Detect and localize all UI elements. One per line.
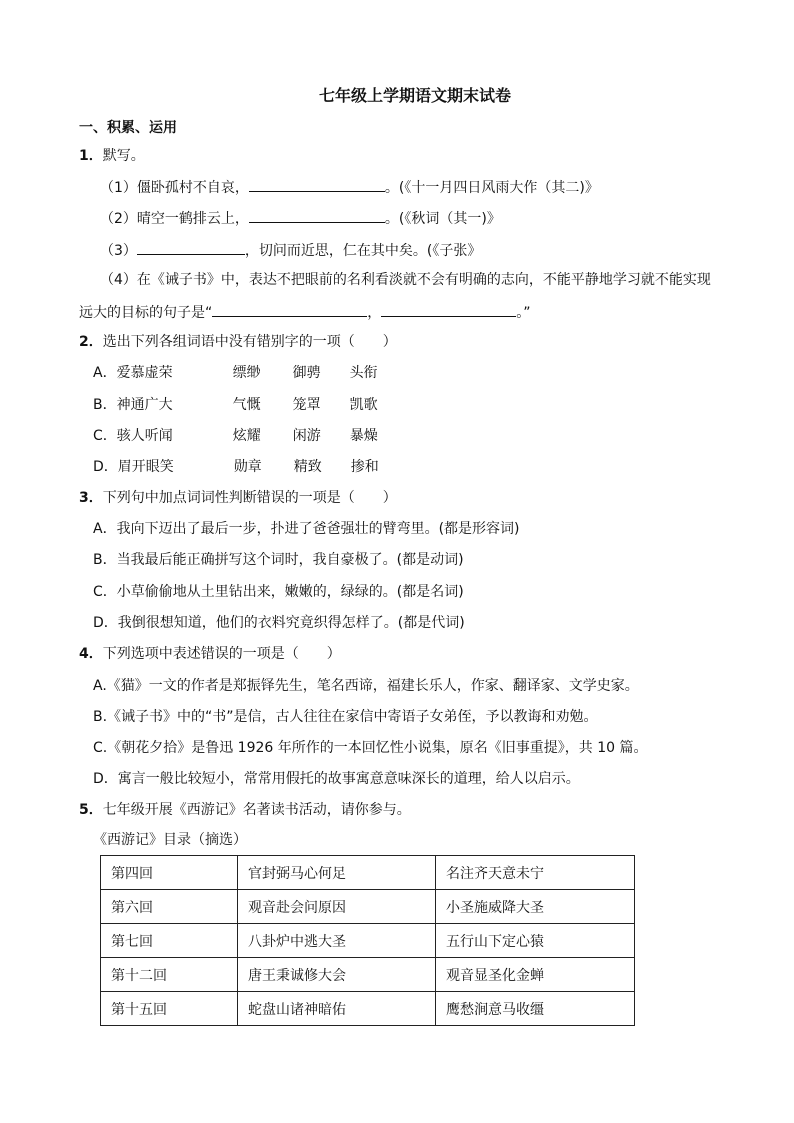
chapter-title-second: 小圣施威降大圣 [436,890,635,924]
q1-item-4-end: 。” [516,305,531,321]
option-word: 暴燥 [349,428,378,444]
q4-option-c[interactable]: C.《朝花夕拾》是鲁迅 1926 年所作的一本回忆性小说集，原名《旧事重提》，共 10 篇。 [93,740,648,756]
question-number: 4． [79,646,103,662]
table-row [101,992,635,1026]
option-word: 神通广大 [116,397,173,413]
chapter-number: 第六回 [101,890,238,924]
chapter-title-first: 观音赴会问原因 [238,890,436,924]
question-stem: 选出下列各组词语中没有错别字的一项（ ） [102,334,397,350]
question-4 [79,644,341,664]
q1-item-2-text: （2）晴空一鹤排云上， [100,211,249,227]
q3-option-b[interactable]: B．当我最后能正确拼写这个词时，我自豪极了。(都是动词) [93,552,464,568]
chapter-title-second: 鹰愁涧意马收缰 [436,992,635,1026]
table-row [101,924,635,958]
option-label: D． [93,459,118,475]
table-caption: 《西游记》目录（摘选） [93,832,247,848]
question-stem: 七年级开展《西游记》名著读书活动，请你参与。 [102,802,411,818]
q1-item-3-text: ，切问而近思，仁在其中矣。(《子张》 [244,243,482,259]
question-2 [79,332,397,352]
table-row [101,856,635,890]
option-word: 御骋 [292,365,321,381]
option-word: 勋章 [233,459,262,475]
answer-blank[interactable] [137,239,245,255]
chapter-table [100,855,635,1026]
question-number: 1． [79,148,103,164]
q3-option-c[interactable]: C．小草偷偷地从土里钻出来，嫩嫩的，绿绿的。(都是名词) [93,584,464,600]
q2-option-a[interactable] [93,363,378,383]
q3-option-a[interactable]: A．我向下迈出了最后一步，扑进了爸爸强壮的臂弯里。(都是形容词) [93,521,520,537]
chapter-title-first: 唐王秉诚修大会 [238,958,436,992]
answer-blank[interactable] [249,207,385,223]
option-word: 闲游 [292,428,321,444]
option-word: 眉开眼笑 [117,459,174,475]
q1-item-3 [100,239,481,261]
table-row [101,958,635,992]
q1-item-4-comma: ， [367,305,382,321]
option-label: A． [93,365,117,381]
q1-item-2-source: 。(《秋词（其一)》 [384,211,501,227]
q1-item-4-line1: （4）在《诫子书》中，表达不把眼前的名利看淡就不会有明确的志向，不能平静地学习就不能实现 [100,272,711,288]
page-title: 七年级上学期语文期末试卷 [318,86,511,105]
q1-item-1-text: （1）僵卧孤村不自哀， [100,180,249,196]
q1-item-4-line2 [79,301,531,323]
answer-blank[interactable] [212,301,367,317]
question-stem: 默写。 [102,148,145,164]
chapter-title-second: 名注齐天意未宁 [436,856,635,890]
option-word: 骇人听闻 [116,428,173,444]
chapter-title-first: 八卦炉中逃大圣 [238,924,436,958]
question-number: 3． [79,490,103,506]
q3-option-d[interactable]: D．我倒很想知道，他们的衣料究竟织得怎样了。(都是代词) [93,615,465,631]
chapter-number: 第七回 [101,924,238,958]
question-1 [79,146,145,166]
q1-item-2 [100,207,501,229]
q4-option-d[interactable]: D．寓言一般比较短小，常常用假托的故事寓意意味深长的道理，给人以启示。 [93,771,580,787]
question-5 [79,800,411,820]
q2-option-d[interactable] [93,457,379,477]
q4-option-a[interactable]: A.《猫》一文的作者是郑振铎先生，笔名西谛，福建长乐人，作家、翻译家、文学史家。 [93,678,639,694]
q1-item-1-source: 。(《十一月四日风雨大作（其二)》 [384,180,599,196]
chapter-number: 第十五回 [101,992,238,1026]
option-word: 炫耀 [232,428,261,444]
table-row [101,890,635,924]
question-stem: 下列选项中表述错误的一项是（ ） [102,646,341,662]
q2-option-c[interactable] [93,426,378,446]
question-3 [79,488,397,508]
option-word: 头衔 [349,365,378,381]
chapter-title-second: 观音显圣化金蝉 [436,958,635,992]
option-label: C． [93,428,117,444]
q1-item-1 [100,176,599,198]
section-heading: 一、积累、运用 [79,120,177,136]
chapter-title-first: 蛇盘山诸神暗佑 [238,992,436,1026]
option-word: 气慨 [232,397,261,413]
q1-item-4-text: 远大的目标的句子是“ [79,305,213,321]
chapter-number: 第十二回 [101,958,238,992]
option-word: 缥缈 [232,365,261,381]
chapter-title-second: 五行山下定心猿 [436,924,635,958]
option-word: 精致 [293,459,322,475]
question-number: 2． [79,334,103,350]
option-label: B． [93,397,117,413]
q2-option-b[interactable] [93,395,378,415]
option-word: 凯歌 [349,397,378,413]
option-word: 笼罩 [292,397,321,413]
q4-option-b[interactable]: B.《诫子书》中的“书”是信，古人往往在家信中寄语子女弟侄，予以教诲和劝勉。 [93,709,598,725]
question-stem: 下列句中加点词词性判断错误的一项是（ ） [102,490,397,506]
answer-blank[interactable] [249,176,385,192]
option-word: 掺和 [350,459,379,475]
option-word: 爱慕虚荣 [116,365,173,381]
question-number: 5． [79,802,103,818]
chapter-number: 第四回 [101,856,238,890]
answer-blank[interactable] [381,301,516,317]
chapter-title-first: 官封弼马心何足 [238,856,436,890]
q1-item-3-label: （3） [100,243,137,259]
